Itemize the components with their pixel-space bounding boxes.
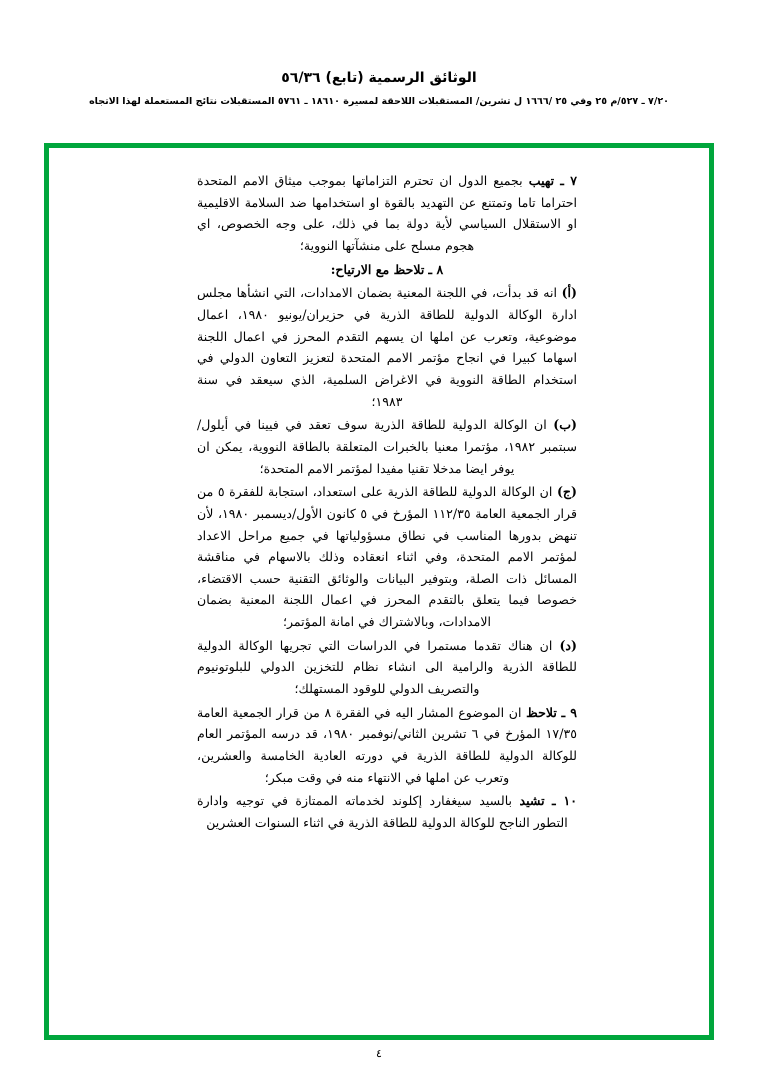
paragraph-7-text: بجميع الدول ان تحترم التزاماتها بموجب ميثاق الامم المتحدة احتراما تاما وتمتنع عن التهديد بالقوة او استخدامها ضد السلامة الاقليمية او الاستقلال السياسي لأية دولة بما في ذلك، على وجه الخصوص، اي هجوم مسلح على منشآتها النووية؛ (197, 173, 577, 253)
paragraph-9-text: ان الموضوع المشار اليه في الفقرة ٨ من قرار الجمعية العامة ١٧/٣٥ المؤرخ في ٦ تشرين الثاني/نوفمبر ١٩٨٠، قد درسه المؤتمر العام للوكالة الدولية للطاقة الذرية في دورته العادية الخامسة والعشرين، وتعرب عن املها في الانتهاء منه في وقت مبكر؛ (197, 704, 577, 785)
header-subtitle: ٧/٢٠ ـ ٥٢٧/م ٢٥ وفي ٢٥ /١٦٦٦ ل تشرين/ المستقبلات اللاحقة لمسيرة ١٨٦١٠ ـ ٥٧٦١ المستقبلات نتائج المستعملة لهذا الاتجاه (89, 96, 669, 107)
paragraph-10-number: ١٠ ـ (552, 793, 578, 809)
paragraph-8a-text: انه قد بدأت، في اللجنة المعنية بضمان الامدادات، التي انشأها مجلس ادارة الوكالة الدولية للطاقة الذرية في حزيران/يونيو ١٩٨٠، اعمال موضوعية، وتعرب عن املها ان يسهم التقدم المحرز في اعمال اللجنة اسهاما كبيرا في انجاح مؤتمر الامم المتحدة لتعزيز التعاون الدولي في استخدام الطاقة النووية في الاغراض السلمية، الذي سيعقد في سنة ١٩٨٣؛ (197, 285, 577, 409)
page-number: ٤ (376, 1047, 382, 1060)
paragraph-8a-number: (أ) (561, 285, 577, 301)
paragraph-8 (197, 259, 577, 281)
paragraph-7 (197, 170, 577, 257)
paragraph-8d-number: (د) (559, 637, 577, 653)
paragraph-9-number: ٩ ـ (561, 704, 577, 720)
paragraph-8-number: ٨ ـ (428, 261, 444, 277)
paragraph-10 (197, 790, 577, 833)
green-border-frame (44, 143, 714, 1040)
paragraph-8-lead: تلاحظ مع الارتياح: (330, 261, 425, 277)
paragraph-8d (197, 635, 577, 700)
paragraph-9 (197, 702, 577, 789)
paragraph-9-lead: تلاحظ (526, 704, 557, 720)
paragraph-10-text: بالسيد سيغفارد إكلوند لخدماته الممتازة في توجيه وادارة التطور الناجح للوكالة الدولية للطاقة الذرية في اثناء السنوات العشرين (197, 793, 568, 831)
paragraph-8d-text: ان هناك تقدما مستمرا في الدراسات التي تجريها الوكالة الدولية للطاقة الذرية والرامية الى انشاء نظام للتخزين الدولي للبلوتونيوم والتصريف الدولي للوقود المستهلك؛ (197, 637, 577, 697)
paragraph-8b-text: ان الوكالة الدولية للطاقة الذرية سوف تعقد في فيينا في أيلول/سبتمبر ١٩٨٢، مؤتمرا معنيا بالخبرات المتعلقة بالطاقة النووية، يمكن ان يوفر ايضا مدخلا تقنيا مفيدا لمؤتمر الامم المتحدة؛ (197, 417, 577, 476)
header-title: الوثائق الرسمية (تابع) ٥٦/٣٦ (281, 70, 477, 86)
paragraph-8c-text: ان الوكالة الدولية للطاقة الذرية على استعداد، استجابة للفقرة ٥ من قرار الجمعية العامة ١١٢/٣٥ المؤرخ في ٥ كانون الأول/ديسمبر ١٩٨٠، لأن تنهض بدورها المناسب في نطاق مسؤولياتها في جميع مراحل الاعداد لمؤتمر الامم المتحدة، وفي اثناء انعقاده وذلك بالاسهام في مناقشة المسائل ذات الصلة، وبتوفير البيانات والوثائق التقنية حسب الاقتضاء، خصوصا فيما يتعلق بالتقدم المحرز في اعمال اللجنة المعنية بضمان الامدادات، وبالاشتراك في امانة المؤتمر؛ (197, 484, 577, 630)
paragraph-7-lead: تهيب (528, 173, 555, 188)
paragraph-8c (197, 481, 577, 633)
paragraph-8a (197, 282, 577, 412)
paragraph-8b-number: (ب) (553, 417, 578, 433)
page-header (0, 70, 758, 107)
paragraph-7-number: ٧ ـ (560, 173, 578, 188)
paragraph-8c-number: (ج) (556, 484, 577, 500)
paragraph-10-lead: تشيد (519, 793, 545, 809)
paragraph-8b (197, 414, 577, 479)
document-body (197, 170, 577, 836)
